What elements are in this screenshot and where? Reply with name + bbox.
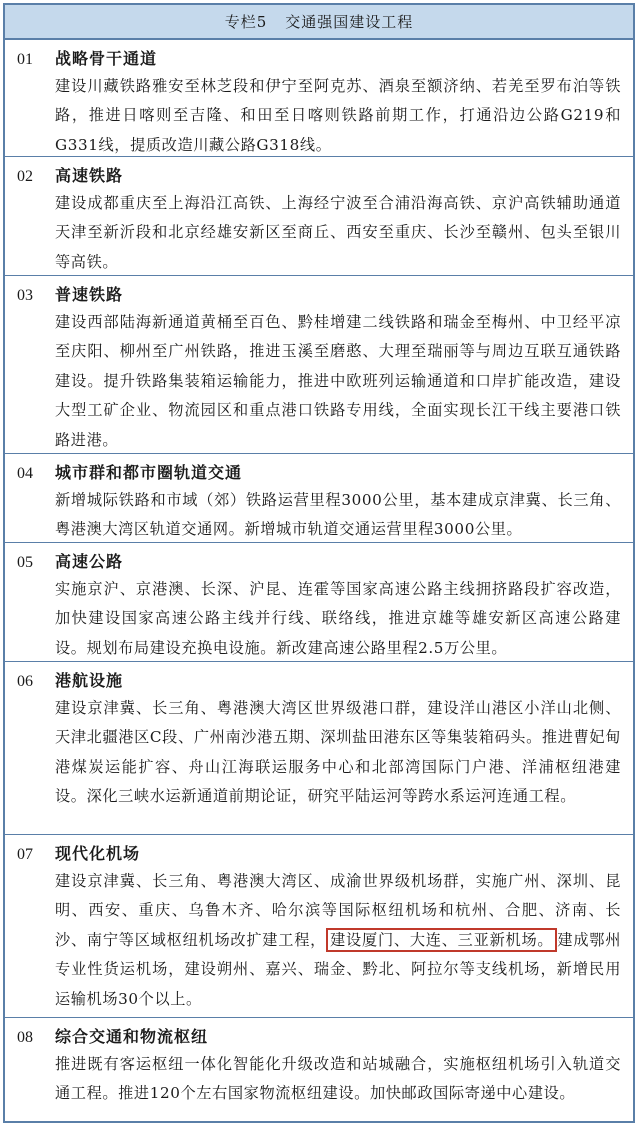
section-body: 推进既有客运枢纽一体化智能化升级改造和站城融合，实施枢纽机场引入轨道交通工程。推进120个左右国家物流枢纽建设。加快邮政国际寄递中心建设。	[55, 1055, 621, 1103]
section-number: 03	[17, 287, 33, 304]
highlighted-text: 建设厦门、大连、三亚新机场。	[326, 928, 557, 952]
section-title: 港航设施	[55, 671, 124, 690]
section-title: 战略骨干通道	[55, 49, 158, 68]
section-07	[5, 835, 633, 1018]
section-body-text: 建设京津冀、长三角、粤港澳大湾区、成渝世界级机场群，实施广州、深圳、昆明、西安、重庆、乌鲁木齐、哈尔滨等国际枢纽机场和杭州、合肥、济南、长沙、南宁等区域枢纽机场改扩建工程，	[55, 872, 621, 949]
section-title: 高速铁路	[55, 166, 124, 185]
special-column-box	[3, 3, 635, 1123]
section-01	[5, 40, 633, 157]
section-number: 07	[17, 846, 33, 863]
section-number: 04	[17, 465, 33, 482]
section-title: 高速公路	[55, 552, 124, 571]
section-06	[5, 662, 633, 835]
section-number: 02	[17, 168, 33, 185]
section-title: 城市群和都市圈轨道交通	[55, 463, 243, 482]
section-number: 05	[17, 554, 33, 571]
section-body: 实施京沪、京港澳、长深、沪昆、连霍等国家高速公路主线拥挤路段扩容改造，加快建设国家高速公路主线并行线、联络线，推进京雄等雄安新区高速公路建设。规划布局建设充换电设施。新改建高速公路里程2.5万公里。	[55, 580, 621, 657]
section-04	[5, 454, 633, 543]
box-header	[5, 5, 633, 40]
section-body: 建设成都重庆至上海沿江高铁、上海经宁波至合浦沿海高铁、京沪高铁辅助通道天津至新沂段和北京经雄安新区至商丘、西安至重庆、长沙至赣州、包头至银川等高铁。	[55, 194, 621, 271]
section-05	[5, 543, 633, 662]
section-title: 现代化机场	[55, 844, 141, 863]
section-number: 08	[17, 1029, 33, 1046]
section-08	[5, 1018, 633, 1113]
section-body: 建设川藏铁路雅安至林芝段和伊宁至阿克苏、酒泉至额济纳、若羌至罗布泊等铁路，推进日喀则至吉隆、和田至日喀则铁路前期工作，打通沿边公路G219和G331线，提质改造川藏公路G318线。	[55, 77, 621, 154]
section-title: 普速铁路	[55, 285, 124, 304]
section-title: 综合交通和物流枢纽	[55, 1027, 209, 1046]
section-03	[5, 276, 633, 454]
section-body	[55, 867, 621, 1014]
section-body: 建设西部陆海新通道黄桶至百色、黔桂增建二线铁路和瑞金至梅州、中卫经平凉至庆阳、柳州至广州铁路，推进玉溪至磨憨、大理至瑞丽等与周边互联互通铁路建设。提升铁路集装箱运输能力，推进中欧班列运输通道和口岸扩能改造，建设大型工矿企业、物流园区和重点港口铁路专用线，全面实现长江干线主要港口铁路进港。	[55, 313, 621, 449]
box-label: 专栏5	[224, 13, 268, 31]
box-title: 交通强国建设工程	[285, 13, 414, 31]
section-number: 06	[17, 673, 33, 690]
section-body-text: 建成鄂州专业性货运机场，建设朔州、嘉兴、瑞金、黔北、阿拉尔等支线机场，新增民用运输机场30个以上。	[55, 930, 622, 1008]
section-body: 建设京津冀、长三角、粤港澳大湾区世界级港口群，建设洋山港区小洋山北侧、天津北疆港区C段、广州南沙港五期、深圳盐田港东区等集装箱码头。推进曹妃甸港煤炭运能扩容、舟山江海联运服务中心和北部湾国际门户港、洋浦枢纽港建设。深化三峡水运新通道前期论证，研究平陆运河等跨水系运河连通工程。	[55, 699, 621, 806]
section-number: 01	[17, 51, 33, 68]
section-02	[5, 157, 633, 276]
section-body: 新增城际铁路和市域（郊）铁路运营里程3000公里，基本建成京津冀、长三角、粤港澳大湾区轨道交通网。新增城市轨道交通运营里程3000公里。	[55, 491, 621, 539]
